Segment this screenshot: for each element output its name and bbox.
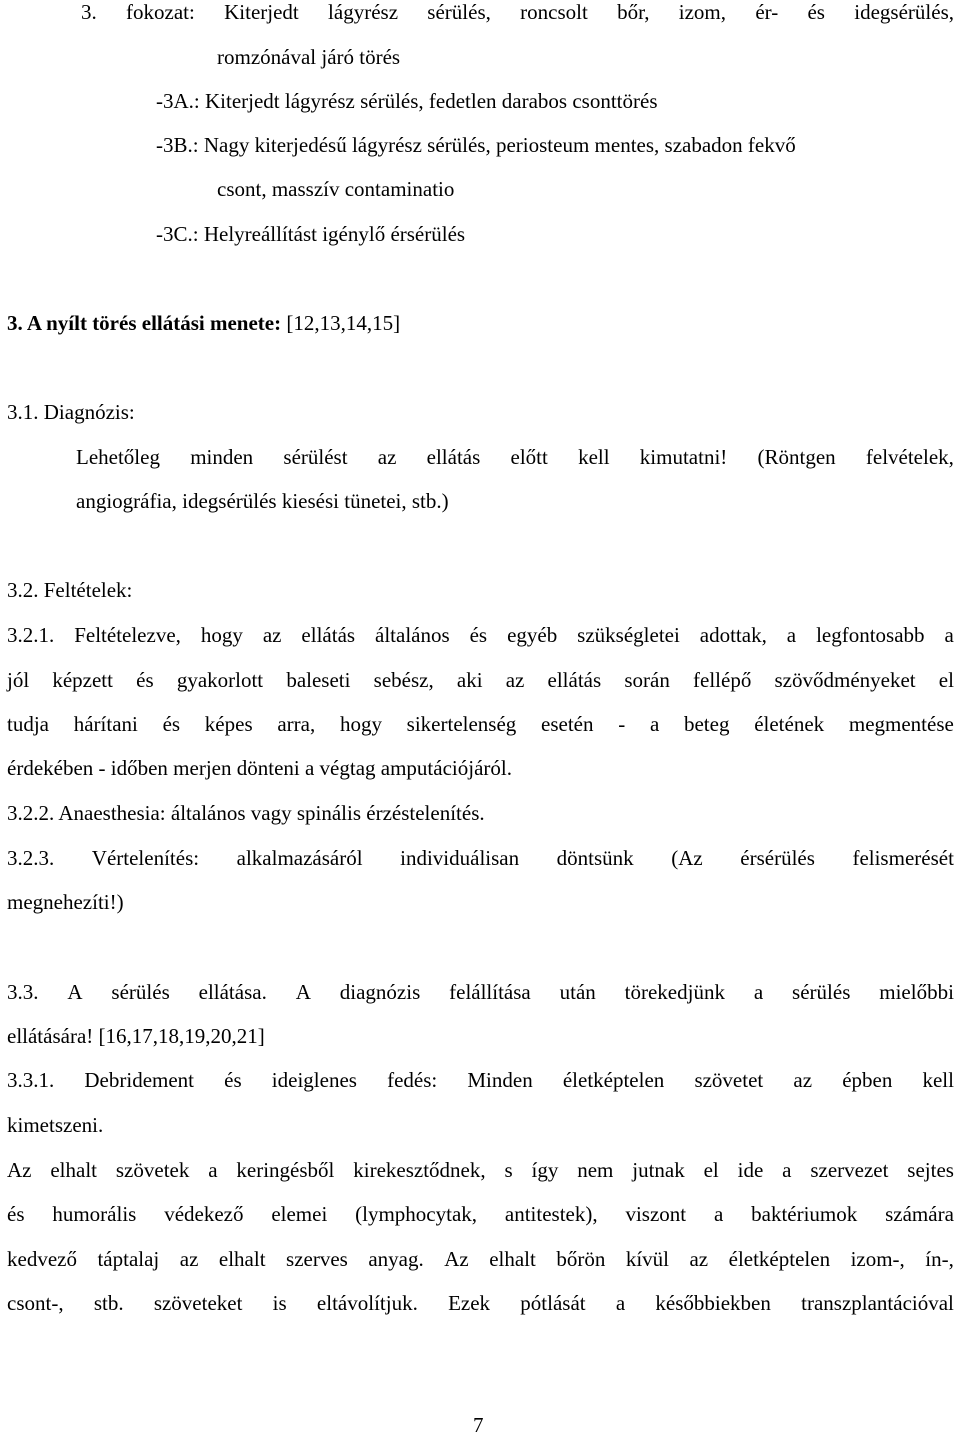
word: kívül <box>625 1247 669 1271</box>
word: idegsérülés, <box>854 0 954 24</box>
word: minden <box>190 445 254 469</box>
word: (lymphocytak, <box>355 1202 478 1226</box>
word: stb. <box>93 1291 124 1315</box>
grade3a-line: -3A.: Kiterjedt lágyrész sérülés, fedetlen darabos csonttörés <box>156 89 658 113</box>
word: transzplantációval <box>801 1291 954 1315</box>
word: kedvező <box>7 1247 77 1271</box>
word: ide <box>737 1158 764 1182</box>
word: a <box>786 623 797 647</box>
word: döntsünk <box>556 846 634 870</box>
section321-line1 <box>7 625 954 646</box>
word: a <box>944 623 954 647</box>
section3-heading-refs: [12,13,14,15] <box>281 311 401 335</box>
word: ellátása. <box>198 980 267 1004</box>
paragraph-line2 <box>7 1204 954 1225</box>
word: pótlását <box>520 1291 586 1315</box>
word: a <box>753 980 764 1004</box>
word: megmentése <box>848 712 954 736</box>
word: törekedjünk <box>624 980 725 1004</box>
word: alkalmazásáról <box>236 846 363 870</box>
grade3b-line2: csont, masszív contaminatio <box>217 177 455 201</box>
word: Minden <box>467 1068 533 1092</box>
word: felvételek, <box>865 445 954 469</box>
word: szövetet <box>694 1068 764 1092</box>
section31-heading: 3.1. Diagnózis: <box>7 400 135 424</box>
word: sérülés <box>792 980 851 1004</box>
word: csont-, <box>7 1291 64 1315</box>
word: az <box>179 1247 199 1271</box>
word: az <box>262 623 282 647</box>
word: és <box>7 1202 25 1226</box>
word: előtt <box>510 445 548 469</box>
word: és <box>224 1068 242 1092</box>
grade3b-line1: -3B.: Nagy kiterjedésű lágyrész sérülés, periosteum mentes, szabadon fekvő <box>156 133 796 157</box>
word: ideiglenes <box>271 1068 357 1092</box>
word: legfontosabb <box>816 623 925 647</box>
page-number: 7 <box>473 1413 484 1437</box>
word: a <box>782 1158 792 1182</box>
word: számára <box>885 1202 954 1226</box>
grade3-line2: romzónával járó törés <box>217 45 401 69</box>
word: ellátás <box>301 623 356 647</box>
word: sérülést <box>283 445 348 469</box>
word: általános <box>375 623 450 647</box>
word: érsérülés <box>740 846 815 870</box>
word: ellátás <box>547 668 602 692</box>
word: felállítása <box>449 980 531 1004</box>
word: humorális <box>52 1202 137 1226</box>
word: Ezek <box>448 1291 491 1315</box>
word: bőrön <box>556 1247 606 1271</box>
word: képes <box>204 712 253 736</box>
section321-line2 <box>7 670 954 691</box>
word: életének <box>754 712 825 736</box>
section33-line1 <box>7 982 954 1003</box>
paragraph-line3 <box>7 1249 954 1270</box>
grade3c-line: -3C.: Helyreállítást igénylő érsérülés <box>156 222 466 246</box>
word: elemei <box>271 1202 328 1226</box>
word: bőr, <box>617 0 650 24</box>
section3-heading-title: 3. A nyílt törés ellátási menete: <box>7 311 282 335</box>
section321-line3 <box>7 714 954 735</box>
word: épben <box>842 1068 893 1092</box>
word: védekező <box>164 1202 244 1226</box>
word: lágyrész <box>328 0 399 24</box>
word: A <box>295 980 311 1004</box>
paragraph-line4 <box>7 1293 954 1314</box>
word: táptalaj <box>97 1247 160 1271</box>
word: izom-, <box>850 1247 905 1271</box>
word: szövetek <box>115 1158 190 1182</box>
word: egyéb <box>507 623 558 647</box>
word: így <box>531 1158 559 1182</box>
word: el <box>938 668 954 692</box>
word: és <box>136 668 154 692</box>
word: antitestek), <box>504 1202 598 1226</box>
word: ellátás <box>426 445 481 469</box>
word: 3. <box>81 0 97 24</box>
word: szerves <box>286 1247 348 1271</box>
word: izom, <box>678 0 727 24</box>
section31-line1 <box>76 447 954 468</box>
word: kimutatni! <box>639 445 728 469</box>
word: arra, <box>277 712 316 736</box>
word: keringésből <box>236 1158 335 1182</box>
grade3-line1 <box>81 2 954 23</box>
word: a <box>615 1291 626 1315</box>
word: individuálisan <box>400 846 520 870</box>
word: szövődményeket <box>774 668 916 692</box>
section32-heading: 3.2. Feltételek: <box>7 578 133 602</box>
word: az <box>793 1068 813 1092</box>
word: sebész, <box>373 668 434 692</box>
section3-heading <box>7 313 400 334</box>
word: a <box>713 1202 724 1226</box>
word: is <box>272 1291 287 1315</box>
word: sikertelenség <box>406 712 517 736</box>
section33-line2: ellátására! [16,17,18,19,20,21] <box>7 1024 265 1048</box>
word: fedés: <box>387 1068 438 1092</box>
word: gyakorlott <box>176 668 264 692</box>
word: nem <box>577 1158 614 1182</box>
word: 3.2.1. <box>7 623 55 647</box>
word: szükségletei <box>577 623 680 647</box>
word: hárítani <box>73 712 138 736</box>
word: s <box>504 1158 513 1182</box>
word: Kiterjedt <box>224 0 299 24</box>
word: baktériumok <box>751 1202 858 1226</box>
word: képzett <box>52 668 113 692</box>
word: és <box>807 0 825 24</box>
word: roncsolt <box>520 0 588 24</box>
word: esetén <box>541 712 594 736</box>
word: életképtelen <box>562 1068 665 1092</box>
word: (Röntgen <box>757 445 836 469</box>
word: Vértelenítés: <box>91 846 200 870</box>
section323-line1 <box>7 848 954 869</box>
word: sérülés <box>111 980 170 1004</box>
word: kell <box>922 1068 954 1092</box>
word: fellépő <box>693 668 752 692</box>
word: 3.2.3. <box>7 846 55 870</box>
word: után <box>559 980 596 1004</box>
word: A <box>67 980 83 1004</box>
word: szervezet <box>810 1158 889 1182</box>
word: mielőbbi <box>879 980 954 1004</box>
word: 3.3. <box>7 980 39 1004</box>
word: a <box>649 712 660 736</box>
section31-line2: angiográfia, idegsérülés kiesési tünetei, stb.) <box>76 489 449 513</box>
word: az <box>377 445 397 469</box>
word: kell <box>578 445 610 469</box>
word: során <box>624 668 670 692</box>
word: jutnak <box>632 1158 685 1182</box>
word: későbbiekben <box>655 1291 771 1315</box>
word: eltávolítjuk. <box>316 1291 418 1315</box>
word: felismerését <box>852 846 954 870</box>
word: ín-, <box>925 1247 954 1271</box>
word: adottak, <box>699 623 767 647</box>
word: Lehetőleg <box>76 445 160 469</box>
word: szöveteket <box>153 1291 243 1315</box>
word: Debridement <box>84 1068 195 1092</box>
word: életképtelen <box>728 1247 831 1271</box>
section321-line4: érdekében - időben merjen dönteni a végtag amputációjáról. <box>7 756 512 780</box>
word: sejtes <box>907 1158 954 1182</box>
word: 3.3.1. <box>7 1068 55 1092</box>
word: fokozat: <box>126 0 195 24</box>
word: hogy <box>339 712 382 736</box>
word: Feltételezve, <box>74 623 181 647</box>
paragraph-line1 <box>7 1160 954 1181</box>
word: Az <box>444 1247 469 1271</box>
word: diagnózis <box>339 980 421 1004</box>
word: Az <box>7 1158 32 1182</box>
word: az <box>505 668 525 692</box>
word: aki <box>456 668 483 692</box>
word: és <box>162 712 181 736</box>
word: beteg <box>683 712 730 736</box>
word: hogy <box>200 623 243 647</box>
word: jól <box>7 668 30 692</box>
word: tudja <box>7 712 49 736</box>
word: elhalt <box>218 1247 266 1271</box>
word: viszont <box>625 1202 687 1226</box>
word: elhalt <box>50 1158 98 1182</box>
section322-line: 3.2.2. Anaesthesia: általános vagy spinális érzéstelenítés. <box>7 801 485 825</box>
section331-line1 <box>7 1070 954 1091</box>
word: az <box>689 1247 709 1271</box>
word: - <box>618 712 626 736</box>
word: (Az <box>671 846 703 870</box>
word: a <box>208 1158 218 1182</box>
word: anyag. <box>368 1247 424 1271</box>
section331-line2: kimetszeni. <box>7 1113 104 1137</box>
word: baleseti <box>286 668 351 692</box>
word: ér- <box>755 0 779 24</box>
word: el <box>703 1158 719 1182</box>
word: kirekesztődnek, <box>353 1158 486 1182</box>
word: sérülés, <box>427 0 491 24</box>
word: és <box>469 623 488 647</box>
section323-line2: megnehezíti!) <box>7 890 124 914</box>
word: elhalt <box>489 1247 536 1271</box>
